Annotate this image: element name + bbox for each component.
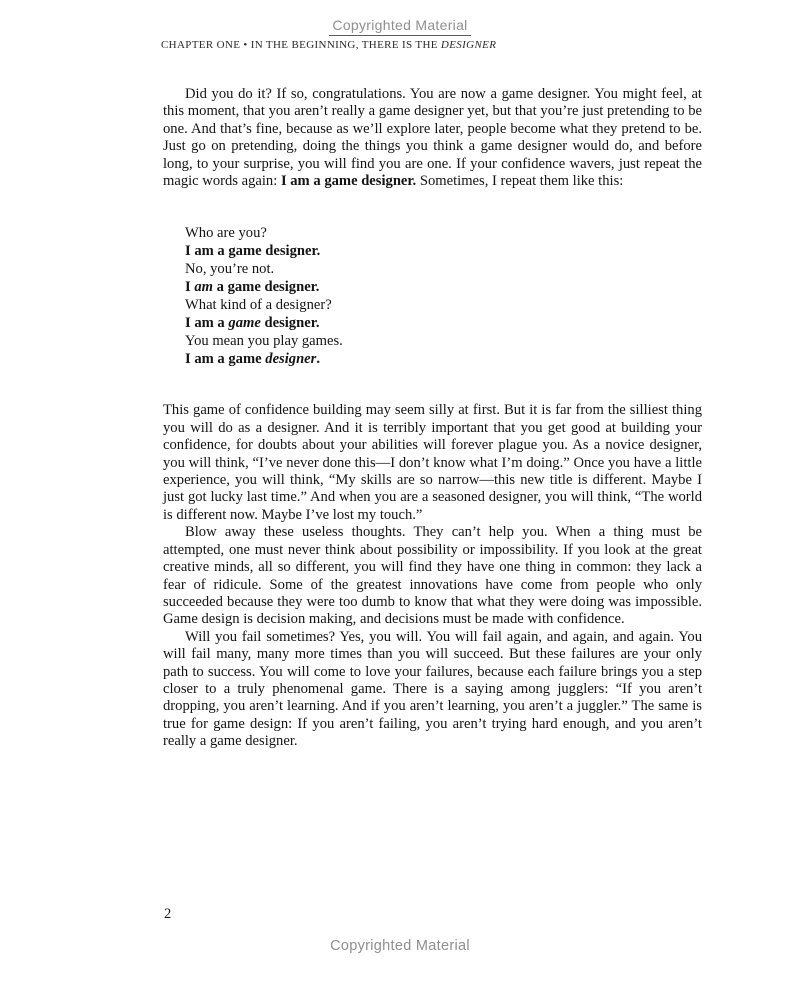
copyright-notice-bottom: Copyrighted Material (330, 938, 470, 954)
dialogue-line-3: No, you’re not. (185, 261, 275, 278)
body-text (163, 86, 702, 751)
dialogue-line-4: I am a game designer. (185, 279, 320, 296)
paragraph-1: Did you do it? If so, congratulations. You are now a game designer. You might feel, at this moment, that you aren’t really a game designer yet, but that you’re just pretending to be one. And that’s fine, because as we’ll explore later, people become what they pretend to be. Just go on pretending, doing the things you think a game designer would do, and before long, to your surprise, you will find you are one. If your confidence wavers, just repeat the magic words again: I am a game designer. Sometimes, I repeat them like this: (163, 86, 702, 190)
dialogue-line-5: What kind of a designer? (185, 297, 332, 314)
dialogue-line-7: You mean you play games. (185, 333, 343, 350)
paragraph-2: This game of confidence building may seem silly at first. But it is far from the silliest thing you will do as a designer. And it is terribly important that you get good at building your confidence, for doubts about your abilities will forever plague you. As a novice designer, you will think, “I’ve never done this—I don’t know what I’m doing.” Once you have a little experience, you will think, “My skills are so narrow—this new title is different. Maybe I just got lucky last time.” And when you are a seasoned designer, you will think, “The world is different now. Maybe I’ve lost my touch.” (163, 402, 702, 523)
chapter-header: CHAPTER ONE • IN THE BEGINNING, THERE IS THE DESIGNER (161, 39, 497, 51)
page-number: 2 (164, 906, 172, 922)
paragraph-3: Blow away these useless thoughts. They can’t help you. When a thing must be attempted, one must never think about possibility or impossibility. If you look at the great creative minds, all so different, you will find they have one thing in common: they lack a fear of ridicule. Some of the greatest innovations have come from people who only succeeded because they were too dumb to know that what they were doing was impossible. Game design is decision making, and decisions must be made with confidence. (163, 524, 702, 628)
copyright-notice-top (0, 17, 800, 36)
dialogue-line-2: I am a game designer. (185, 243, 321, 260)
dialogue-line-8: I am a game designer. (185, 351, 320, 368)
dialogue-line-1: Who are you? (185, 225, 267, 242)
copyright-notice-top-text: Copyrighted Material (329, 17, 470, 36)
paragraph-4: Will you fail sometimes? Yes, you will. You will fail again, and again, and again. You will fail many, many more times than you will succeed. But these failures are your only path to success. You will come to love your failures, because each failure brings you a step closer to a truly phenomenal game. There is a saying among jugglers: “If you aren’t dropping, you aren’t learning. And if you aren’t learning, you aren’t a juggler.” The same is true for game design: If you aren’t failing, you aren’t trying hard enough, and you aren’t really a game designer. (163, 628, 702, 750)
dialogue-line-6: I am a game designer. (185, 315, 320, 332)
dialogue-block (185, 224, 702, 368)
